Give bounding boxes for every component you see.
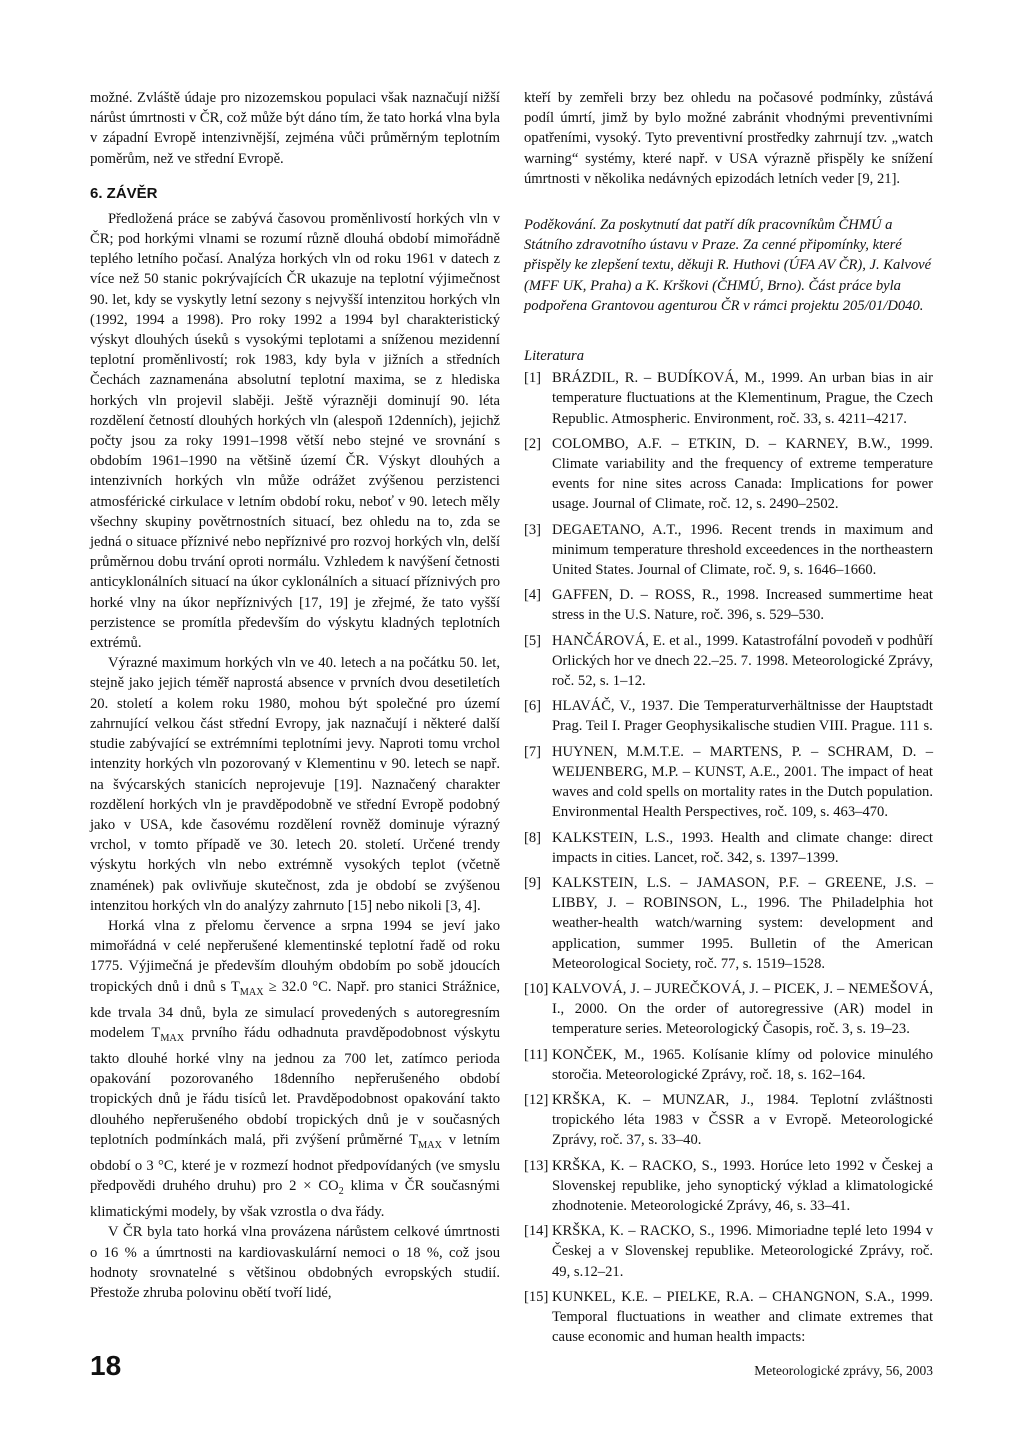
reference-text: KONČEK, M., 1965. Kolísanie klímy od polovice minulého storočia. Meteorologické Zprávy, roč. 18, s. 162–164.: [552, 1046, 933, 1083]
text-run: v letním období o 3 °C, které je v rozmezí hodnot předpovídaných (ve smyslu předpovědi druhého druhu) pro 2 × CO: [90, 1131, 500, 1195]
reference-text: KALKSTEIN, L.S., 1993. Health and climate change: direct impacts in cities. Lancet, roč. 342, s. 1397–1399.: [552, 829, 933, 866]
reference-number: [11]: [524, 1046, 548, 1063]
body-paragraph: možné. Zvláště údaje pro nizozemskou populaci však naznačují nižší nárůst úmrtnosti v ČR, což může být dáno tím, že tato horká vlna byla v západní Evropě intenzivnější, zejména vůči průměrným teplotním poměrům, než ve střední Evropě.: [90, 90, 500, 167]
reference-item: [524, 828, 933, 868]
reference-list: [524, 368, 933, 1347]
reference-item: [524, 979, 933, 1040]
literature-title: Literatura: [524, 348, 585, 365]
reference-number: [6]: [524, 698, 542, 715]
reference-number: [15]: [524, 1288, 549, 1305]
left-column: [90, 88, 500, 1303]
body-paragraph: V ČR byla tato horká vlna provázena nárůstem celkové úmrtnosti o 16 % a úmrtnosti na kardiovaskulární nemoci o 18 %, což jsou hodnoty srovnatelné s většinou obdobných evropských studií. Přestože zhruba polovinu obětí tvoří lidé,: [90, 1224, 500, 1301]
reference-number: [8]: [524, 829, 542, 846]
reference-text: KUNKEL, K.E. – PIELKE, R.A. – CHANGNON, S.A., 1999. Temporal fluctuations in weather and climate extremes that cause economic and human health impacts:: [552, 1288, 933, 1346]
reference-text: BRÁZDIL, R. – BUDÍKOVÁ, M., 1999. An urban bias in air temperature fluctuations at the Klementinum, Prague, the Czech Republic. Atmospheric. Environment, roč. 33, s. 4211–4217.: [552, 370, 933, 427]
reference-item: [524, 1156, 933, 1217]
text-run: klima v ČR současnými klimatickými modely, by však vzrostla o dva řády.: [90, 1178, 500, 1221]
reference-item: [524, 520, 933, 581]
reference-item: [524, 1090, 933, 1151]
right-column: [524, 88, 933, 1352]
text-run: ≥ 32.0 °C. Např. pro stanici Strážnice, kde trvala 34 dnů, byla ze simulací provedených s autoregresním modelem T: [90, 978, 500, 1041]
acknowledgement: Poděkování. Za poskytnutí dat patří dík pracovníkům ČHMÚ a Státního zdravotního ústavu v Praze. Za cenné připomínky, které přispěly ke zlepšení textu, děkuji R. Huthovi (ÚFA AV ČR), J. Kalvové (MFF UK, Praha) a K. Krškovi (ČHMÚ, Brno). Část práce byla podpořena Grantovou agenturou ČR v rámci projektu 205/01/D040.: [524, 217, 932, 314]
reference-text: KRŠKA, K. – MUNZAR, J., 1984. Teplotní zvláštnosti tropického léta 1983 v ČSSR a v Evropě. Meteorologické Zprávy, roč. 37, s. 33–40.: [552, 1091, 933, 1149]
reference-text: KALVOVÁ, J. – JUREČKOVÁ, J. – PICEK, J. – NEMEŠOVÁ, I., 2000. On the order of autoregressive (AR) model in temperature series. Meteorologický Časopis, roč. 3, s. 19–23.: [552, 980, 933, 1038]
reference-item: [524, 1287, 933, 1348]
tmax-subscript: MAX: [239, 986, 264, 998]
reference-number: [9]: [524, 874, 542, 891]
reference-number: [3]: [524, 521, 542, 538]
reference-item: [524, 873, 933, 974]
text-run: Horká vlna z přelomu července a srpna 1994 se jeví jako mimořádná v celé nepřerušené klementinské teplotní řadě od roku 1775. Výjimečná je především dlouhým obdobím po sobě jdoucích tropických dnů i dnů s T: [90, 917, 500, 995]
reference-text: GAFFEN, D. – ROSS, R., 1998. Increased summertime heat stress in the U.S. Nature, roč. 396, s. 529–530.: [552, 587, 933, 624]
reference-item: [524, 696, 933, 736]
reference-number: [1]: [524, 370, 542, 387]
page-footer: [90, 1350, 933, 1382]
reference-text: COLOMBO, A.F. – ETKIN, D. – KARNEY, B.W., 1999. Climate variability and the frequency of extreme temperature events for nine sites across Canada: Implications for power usage. Journal of Climate, roč. 12, s. 2490–2502.: [552, 435, 933, 513]
reference-text: HANČÁROVÁ, E. et al., 1999. Katastrofální povodeň v podhůří Orlických hor ve dnech 22.–25. 7. 1998. Meteorologické Zprávy, roč. 52, s. 1–12.: [552, 632, 933, 690]
reference-item: [524, 742, 933, 823]
reference-number: [13]: [524, 1157, 549, 1174]
section-heading: 6. ZÁVĚR: [90, 184, 158, 202]
reference-number: [10]: [524, 980, 549, 997]
reference-text: KALKSTEIN, L.S. – JAMASON, P.F. – GREENE, J.S. – LIBBY, J. – ROBINSON, L., 1996. The Philadelphia hot weather-health watch/warning system: development and application, summer 1995. Bulletin of the American Meteorological Society, roč. 77, s. 1519–1528.: [552, 874, 933, 972]
reference-text: HUYNEN, M.M.T.E. – MARTENS, P. – SCHRAM, D. – WEIJENBERG, M.P. – KUNST, A.E., 2001. The impact of heat waves and cold spells on mortality rates in the Dutch population. Environmental Health Perspectives, roč. 109, s. 463–470.: [552, 743, 933, 821]
reference-item: [524, 368, 933, 429]
text-run: prvního řádu odhadnuta pravděpodobnost výskytu takto dlouhé horké vlny na jednou za 700 let, zatímco perioda opakování pozorovaného 18denního nepřerušeného období tropických dnů je řádu tisíců let. Pravděpodobnost opakování takto dlouhého nepřerušeného období tropických dnů je v současných teplotních podmínkách malá, při zvýšení průměrné T: [90, 1024, 500, 1148]
reference-number: [7]: [524, 743, 542, 760]
reference-number: [14]: [524, 1223, 549, 1240]
body-paragraph: Předložená práce se zabývá časovou proměnlivostí horkých vln v ČR; pod horkými vlnami se rozumí různě dlouhá období mimořádně teplého letního počasí. Analýza horkých vln od roku 1961 v datech z více než 50 stanic pokrývajících ČR ukazuje na teplotní výjimečnost 90. let, kdy se vyskytly letní sezony s nejvyšší intenzitou horkých vln (1992, 1994 a 1998). Pro roky 1992 a 1994 byl charakteristický výskyt dlouhých úseků s vysokými teplotami a sníženou mezidenní teplotní proměnlivostí; rok 1983, kdy byla v jižních a středních Čechách zaznamenána absolutní teplotní maxima, se z hlediska horkých vln projevil slaběji. Ještě výrazněji dominují 90. léta rozdělení četností dlouhých horkých vln (alespoň 12denních), jejichž počty jsou za roky 1991–1998 větší nebo stejné ve srovnání s obdobím 1961–1990 na většině území ČR. Výskyt dlouhých a intenzivních horkých vln může odrážet zvýšenou perzistenci atmosférické cirkulace v letním období roku, neboť v 90. letech měly všechny skupiny povětrnostních situací, bez ohledu na to, zda se jedná o situace příznivé nebo nepříznivé pro rozvoj horkých vln, delší průměrnou dobu trvání oproti normálu. Vzhledem k navýšení četnosti anticyklonálních situací na úkor cyklonálních a situací příznivých pro horké vlny na úkor nepříznivých [17, 19] je zřejmé, že tato vyšší perzistence se promítla především do výskytu kladných teplotních extrémů.: [90, 210, 500, 652]
reference-text: DEGAETANO, A.T., 1996. Recent trends in maximum and minimum temperature threshold exceedences in the northeastern United States. Journal of Climate, roč. 9, s. 1646–1660.: [552, 521, 933, 579]
journal-name: Meteorologické zprávy, 56, 2003: [754, 1363, 933, 1378]
tmax-subscript: MAX: [160, 1032, 185, 1044]
body-paragraph-heatwave-1994: [90, 916, 500, 1222]
body-paragraph: kteří by zemřeli brzy bez ohledu na počasové podmínky, zůstává podíl úmrtí, jimž by bylo možné zabránit vhodnými preventivními opatřeními, vysoký. Tyto preventivní prostředky zahrnují tzv. „watch warning“ systémy, které např. v USA výrazně přispěly ke snížení úmrtnosti v několika nedávných epizodách letních veder [9, 21].: [524, 90, 933, 187]
reference-item: [524, 1045, 933, 1085]
reference-number: [5]: [524, 632, 542, 649]
body-paragraph: Výrazné maximum horkých vln ve 40. letech a na počátku 50. let, stejně jako jejich téměř naprostá absence v prvních dvou desetiletích 20. století a kolem roku 1980, mohou být společné pro území zahrnující velkou část střední Evropy, jak naznačují i některé další studie zabývající se extrémními teplotními jevy. Naproti tomu vrchol intenzity horkých vln pozorovaný v Klementinu v 90. letech se např. na švýcarských stanicích neprojevuje [19]. Naznačený charakter rozdělení horkých vln je pravděpodobně ve střední Evropě podobný jako v USA, kde časovému rozdělení rovněž dominuje výrazný vrchol, v tomto případě ve 30. letech 20. století. Určené trendy výskytu horkých vln nebo extrémně vysokých teplot (včetně znamének) pak ovlivňuje skutečnost, zda je období se zvýšenou intenzitou horkých vln do analýzy zahrnuto [15] nebo nikoli [3, 4].: [90, 655, 500, 914]
reference-item: [524, 585, 933, 625]
reference-number: [4]: [524, 587, 542, 604]
reference-number: [12]: [524, 1091, 549, 1108]
reference-item: [524, 1221, 933, 1282]
co2-subscript: 2: [338, 1185, 344, 1197]
reference-item: [524, 631, 933, 692]
page-number: 18: [90, 1350, 122, 1381]
tmax-subscript: MAX: [418, 1139, 442, 1151]
reference-text: KRŠKA, K. – RACKO, S., 1996. Mimoriadne teplé leto 1994 v Českej a v Slovenskej republike. Meteorologické Zprávy, roč. 49, s.12–21.: [552, 1223, 933, 1280]
reference-item: [524, 434, 933, 515]
reference-number: [2]: [524, 435, 542, 452]
reference-text: KRŠKA, K. – RACKO, S., 1993. Horúce leto 1992 v Českej a Slovenskej republike, jeho synoptický výklad a klimatologické zhodnotenie. Meteorologické Zprávy, 46, s. 33–41.: [552, 1157, 933, 1214]
reference-text: HLAVÁČ, V., 1937. Die Temperaturverhältnisse der Hauptstadt Prag. Teil I. Prager Geophysikalische studien VIII. Prague. 111 s.: [552, 698, 933, 735]
